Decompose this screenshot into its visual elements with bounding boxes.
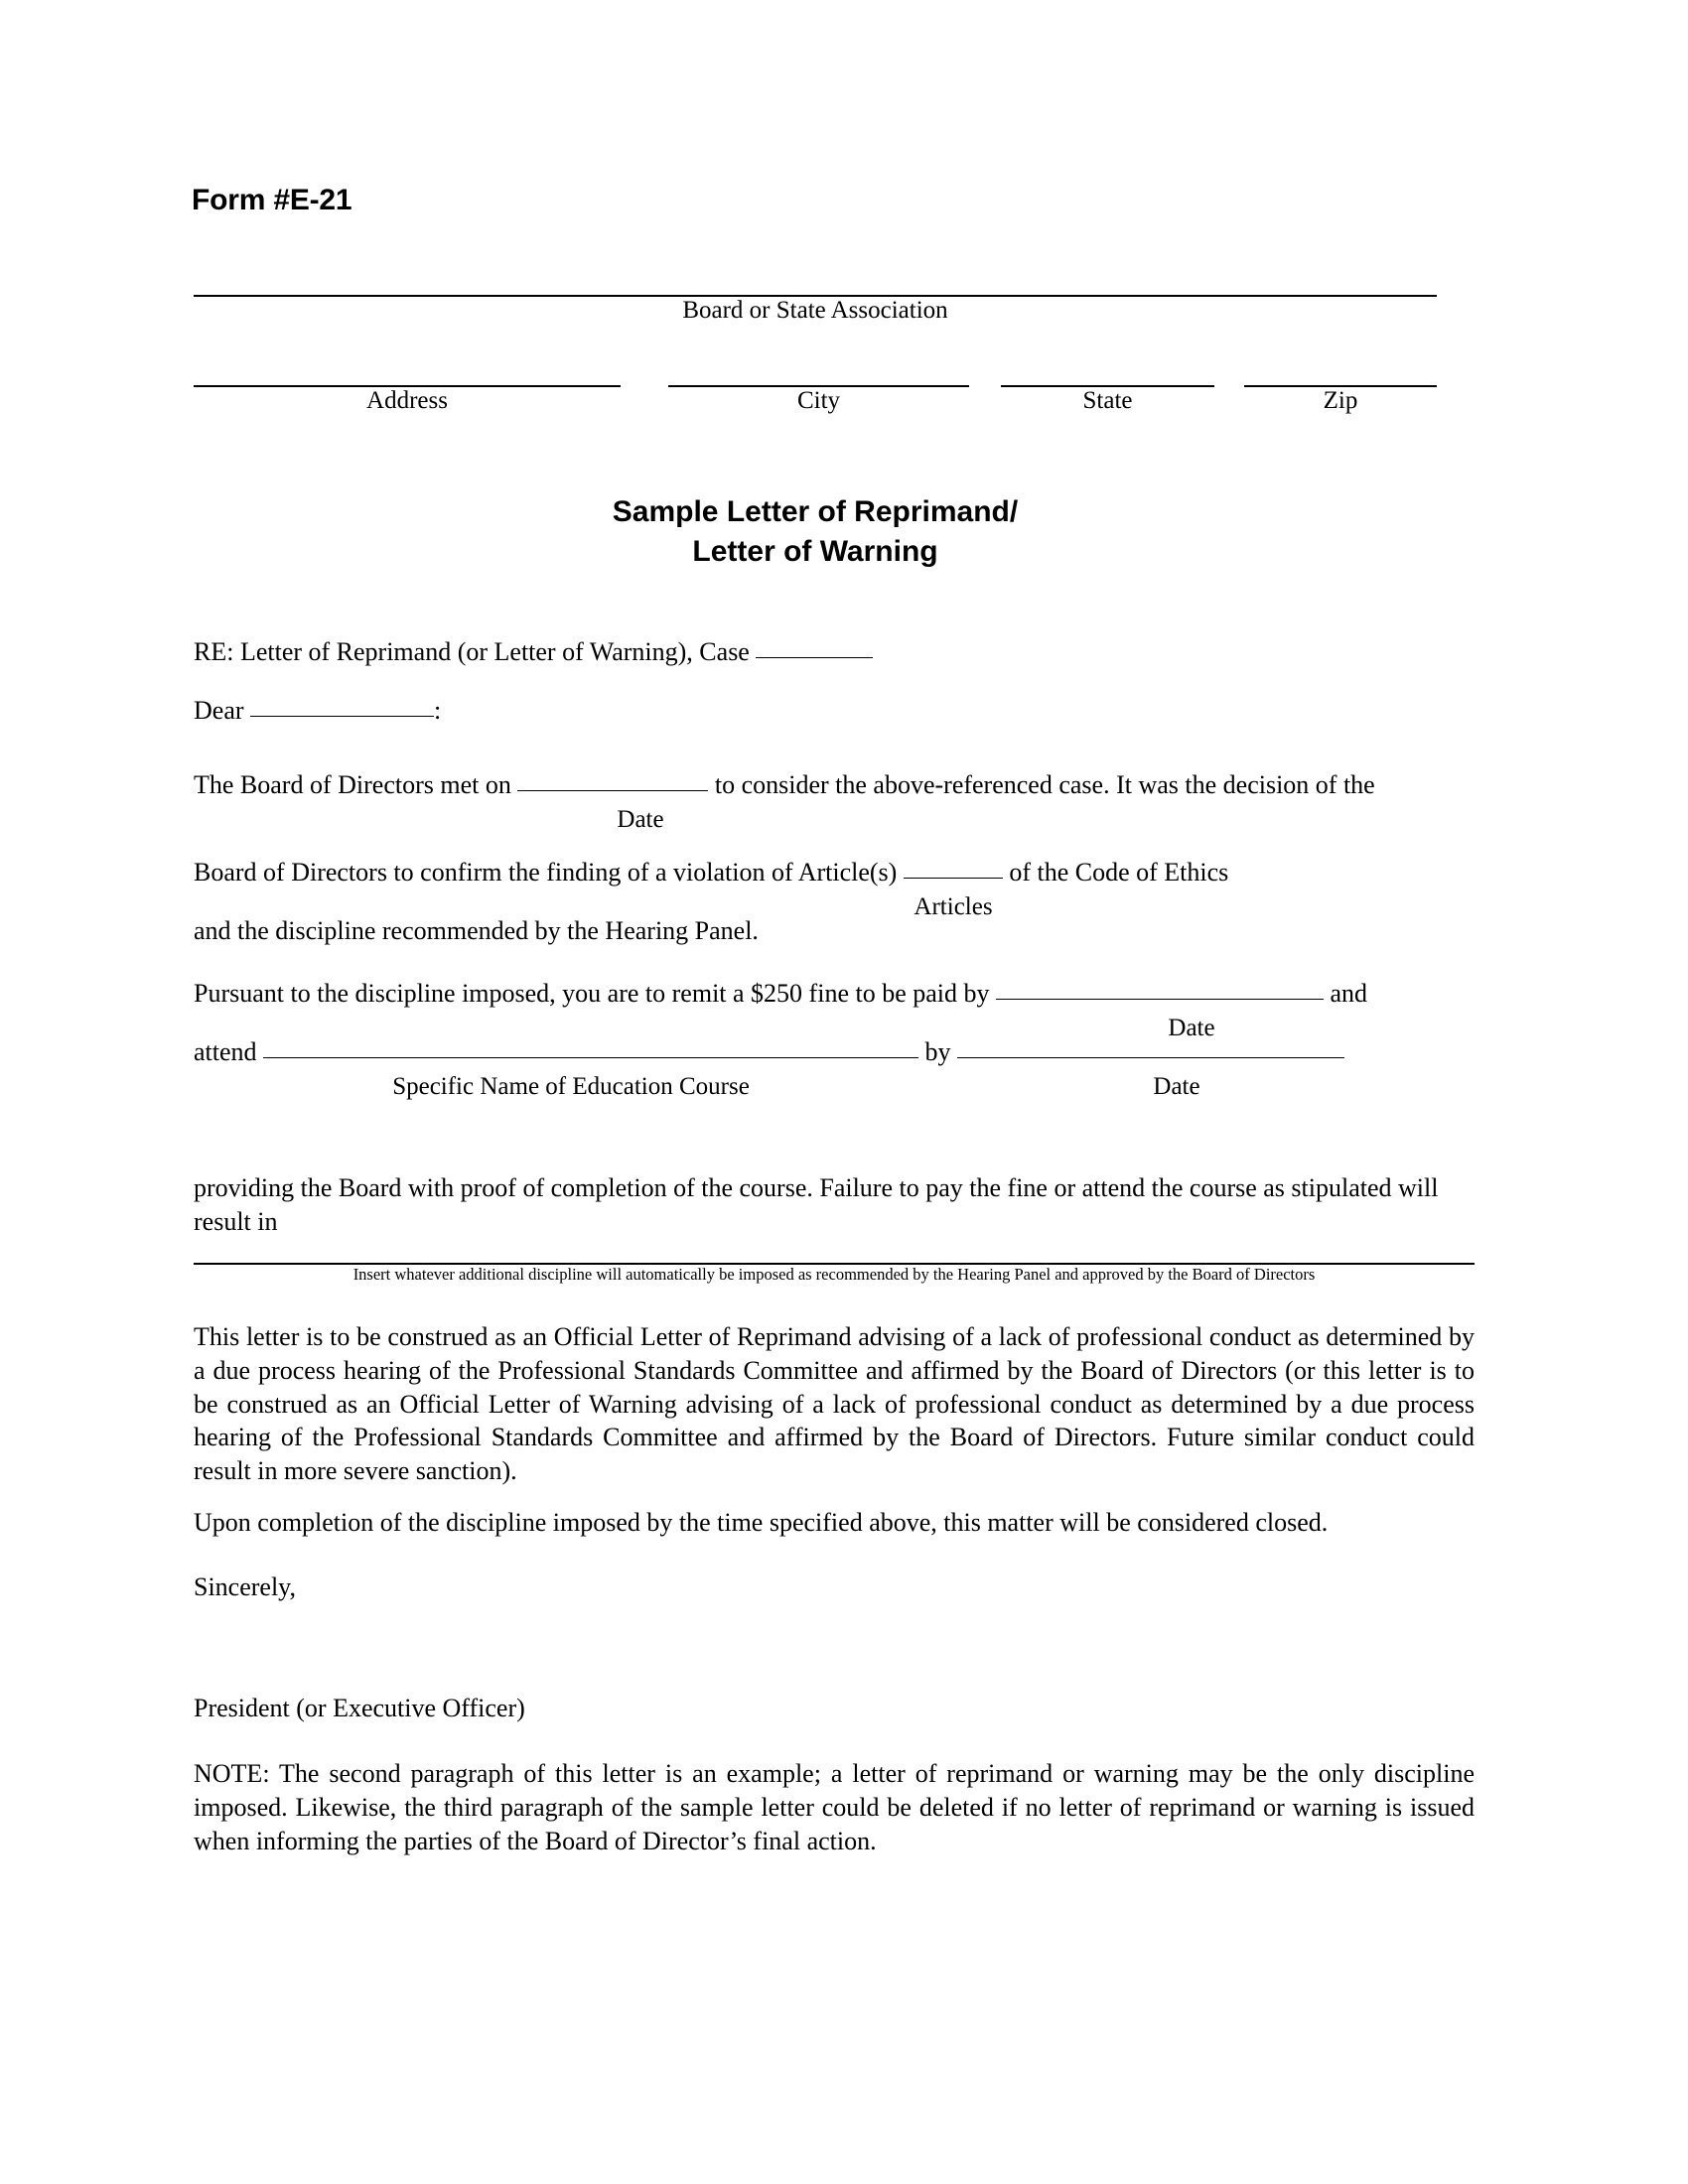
state-caption: State bbox=[1082, 387, 1133, 414]
additional-discipline-note: Insert whatever additional discipline will automatically be imposed as recommended by the Hearing Panel and approved by the Board of Directors bbox=[352, 1265, 1316, 1284]
p1-text-after: to consider the above-referenced case. It was the decision of the bbox=[714, 770, 1375, 799]
salutation-name-blank[interactable] bbox=[250, 695, 434, 717]
association-caption: Board or State Association bbox=[682, 297, 948, 324]
salutation-line bbox=[194, 695, 441, 727]
paragraph-5: providing the Board with proof of completion of the course. Failure to pay the fine or attend the course as stipulated will result in bbox=[194, 1173, 1439, 1236]
p3-date-sublabel: Date bbox=[1168, 1015, 1215, 1041]
signature-title: President (or Executive Officer) bbox=[194, 1694, 525, 1722]
paragraph-7: Upon completion of the discipline imposed by the time specified above, this matter will be considered closed. bbox=[194, 1508, 1329, 1537]
page-title bbox=[194, 492, 1437, 572]
closing-salutation: Sincerely, bbox=[194, 1572, 296, 1601]
address-caption: Address bbox=[366, 387, 448, 414]
case-number-blank[interactable] bbox=[756, 636, 873, 658]
p4-attend-label: attend bbox=[194, 1037, 257, 1066]
title-line-1: Sample Letter of Reprimand/ bbox=[612, 495, 1019, 528]
salutation-label: Dear bbox=[194, 696, 244, 725]
p2-text-after: of the Code of Ethics bbox=[1009, 858, 1229, 887]
p4-by-label: by bbox=[924, 1037, 951, 1066]
footer-note: NOTE: The second paragraph of this letter is an example; a letter of reprimand or warning may be the only discipline imposed. Likewise, the third paragraph of the sample letter could be deleted if no letter of reprimand or warning is issued when informing the parties of the Board of Director’s final action. bbox=[194, 1759, 1475, 1855]
p1-date-sublabel: Date bbox=[617, 806, 664, 833]
paragraph-1-line bbox=[194, 769, 1375, 801]
meeting-date-blank[interactable] bbox=[517, 769, 708, 791]
re-line bbox=[194, 636, 873, 668]
p3-text-after: and bbox=[1330, 979, 1368, 1008]
form-number: Form #E-21 bbox=[192, 184, 352, 216]
city-caption: City bbox=[796, 387, 841, 414]
title-line-2: Letter of Warning bbox=[692, 534, 938, 568]
zip-caption: Zip bbox=[1323, 387, 1358, 414]
education-course-blank[interactable] bbox=[263, 1036, 918, 1058]
p2-articles-sublabel: Articles bbox=[914, 893, 993, 920]
p4-course-sublabel: Specific Name of Education Course bbox=[392, 1073, 750, 1100]
p4-date-sublabel: Date bbox=[1153, 1073, 1200, 1100]
course-date-blank[interactable] bbox=[957, 1036, 1344, 1058]
re-label: RE: Letter of Reprimand (or Letter of Warning), Case bbox=[194, 637, 750, 666]
p3-text-before: Pursuant to the discipline imposed, you are to remit a $250 fine to be paid by bbox=[194, 979, 990, 1008]
paragraph-4-line bbox=[194, 1036, 1344, 1068]
p2-text-before: Board of Directors to confirm the finding of a violation of Article(s) bbox=[194, 858, 898, 887]
articles-blank[interactable] bbox=[904, 857, 1003, 879]
paragraph-6: This letter is to be construed as an Official Letter of Reprimand advising of a lack of professional conduct as determined by a due process hearing of the Professional Standards Committee and affirmed by the Board of Directors (or this letter is to be construed as an Official Letter of Warning advising of a lack of professional conduct as determined by a due process hearing of the Professional Standards Committee and affirmed by the Board of Directors. Future similar conduct could result in more severe sanction). bbox=[194, 1322, 1475, 1486]
fine-due-date-blank[interactable] bbox=[996, 978, 1324, 1000]
paragraph-2-continued: and the discipline recommended by the Hearing Panel. bbox=[194, 916, 759, 945]
paragraph-3-line bbox=[194, 978, 1367, 1010]
salutation-colon: : bbox=[434, 696, 442, 725]
paragraph-2-line bbox=[194, 857, 1228, 888]
p1-text-before: The Board of Directors met on bbox=[194, 770, 511, 799]
